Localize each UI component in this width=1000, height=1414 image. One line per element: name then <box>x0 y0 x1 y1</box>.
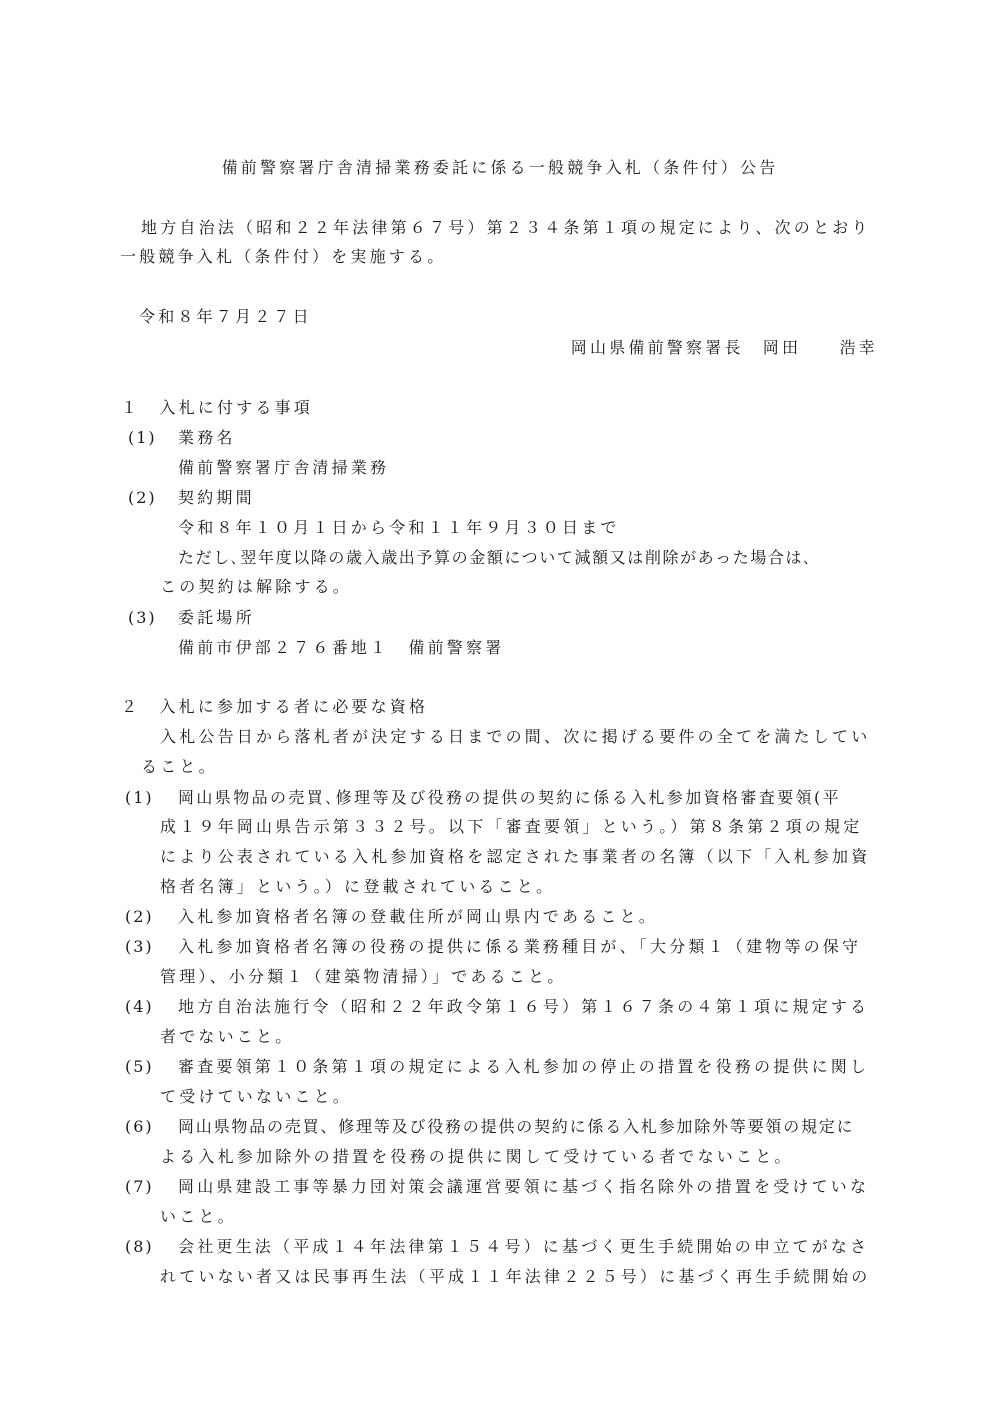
item-2-8-line-1: 会社更生法（平成１４年法律第１５４号）に基づく更生手続開始の申立てがなさ <box>178 1237 870 1256</box>
item-1-2-number: (2) <box>128 488 157 507</box>
item-1-2-body-1: 令和８年１０月１日から令和１１年９月３０日まで <box>178 518 620 537</box>
item-1-3-body: 備前市伊部２７６番地１ 備前警察署 <box>178 638 505 657</box>
section-2-intro-2: ること。 <box>141 757 218 776</box>
item-2-4-number: (4) <box>125 997 154 1016</box>
item-1-2-body-3: この契約は解除する。 <box>160 577 353 596</box>
section-2-heading: ２ 入札に参加する者に必要な資格 <box>121 697 429 716</box>
item-2-6-number: (6) <box>125 1117 154 1136</box>
item-2-1-number: (1) <box>125 788 154 807</box>
item-1-2-label: 契約期間 <box>178 488 255 507</box>
issuer-signature: 岡山県備前警察署長 岡田 浩幸 <box>570 338 878 357</box>
item-2-1-line-1: 岡山県物品の売買､修理等及び役務の提供の契約に係る入札参加資格審査要領(平 <box>178 788 842 807</box>
item-1-2-body-2: ただし､翌年度以降の歳入歳出予算の金額について減額又は削除があった場合は､ <box>178 548 813 567</box>
intro-line-1: 地方自治法（昭和２２年法律第６７号）第２３４条第１項の規定により、次のとおり <box>141 218 871 237</box>
notice-date: 令和８年７月２７日 <box>139 307 312 326</box>
item-2-8-number: (8) <box>125 1237 154 1256</box>
section-2-intro-1: 入札公告日から落札者が決定する日までの間、次に掲げる要件の全てを満たしてい <box>160 727 871 746</box>
item-2-4-line-1: 地方自治法施行令（昭和２２年政令第１６号）第１６７条の４第１項に規定する <box>178 997 870 1016</box>
item-2-3-number: (3) <box>125 937 154 956</box>
item-2-1-line-4: 格者名簿」という。）に登載されていること。 <box>160 877 556 896</box>
item-2-2-number: (2) <box>125 907 154 926</box>
item-2-1-line-2: 成１９年岡山県告示第３３２号。以下「審査要領」という。）第８条第２項の規定 <box>160 817 863 836</box>
item-2-8-line-2: れていない者又は民事再生法（平成１１年法律２２５号）に基づく再生手続開始の <box>160 1267 871 1286</box>
item-1-3-number: (3) <box>128 608 157 627</box>
item-2-3-line-1: 入札参加資格者名簿の役務の提供に係る業務種目が、「大分類１（建物等の保守 <box>178 937 862 956</box>
item-2-2-line-1: 入札参加資格者名簿の登載住所が岡山県内であること。 <box>178 907 659 926</box>
item-1-1-label: 業務名 <box>178 428 236 447</box>
item-1-1-body: 備前警察署庁舎清掃業務 <box>178 458 390 477</box>
item-2-7-line-1: 岡山県建設工事等暴力団対策会議運営要領に基づく指名除外の措置を受けていな <box>178 1177 870 1196</box>
item-2-6-line-2: よる入札参加除外の措置を役務の提供に関して受けている者でないこと。 <box>160 1147 794 1166</box>
item-1-3-label: 委託場所 <box>178 608 255 627</box>
item-2-7-line-2: いこと。 <box>160 1207 237 1226</box>
item-2-5-line-1: 審査要領第１０条第１項の規定による入札参加の停止の措置を役務の提供に関し <box>178 1057 870 1076</box>
item-2-1-line-3: により公表されている入札参加資格を認定された事業者の名簿（以下「入札参加資 <box>160 847 871 866</box>
item-2-6-line-1: 岡山県物品の売買、修理等及び役務の提供の契約に係る入札参加除外等要領の規定に <box>178 1117 855 1136</box>
intro-line-2: 一般競争入札（条件付）を実施する。 <box>120 247 447 266</box>
item-2-3-line-2: 管理）、小分類１（建築物清掃）」であること。 <box>160 967 567 986</box>
item-2-5-line-2: て受けていないこと。 <box>160 1087 353 1106</box>
item-2-7-number: (7) <box>125 1177 154 1196</box>
item-2-5-number: (5) <box>125 1057 154 1076</box>
item-2-4-line-2: 者でないこと。 <box>160 1027 295 1046</box>
item-1-1-number: (1) <box>128 428 157 447</box>
document-title: 備前警察署庁舎清掃業務委託に係る一般競争入札（条件付）公告 <box>221 158 779 177</box>
section-1-heading: １ 入札に付する事項 <box>121 398 314 417</box>
